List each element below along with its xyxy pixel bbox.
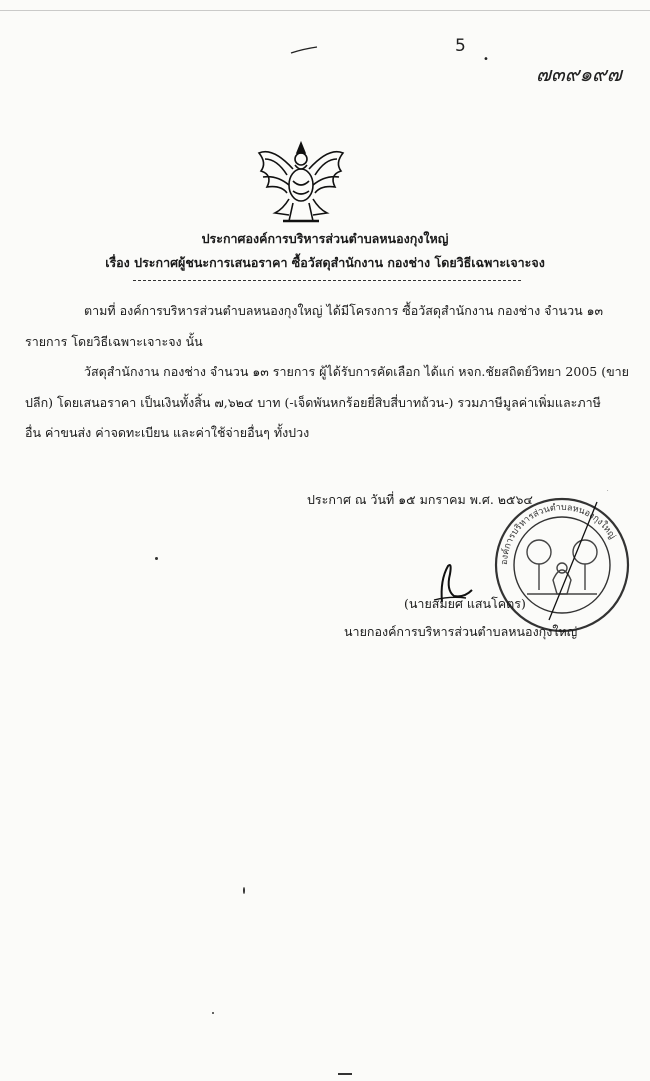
signer-name: (นายสมยศ แสนโคตร) bbox=[404, 596, 526, 611]
handwritten-dot: • bbox=[483, 54, 489, 65]
para2-line2: ปลีก) โดยเสนอราคา เป็นเงินทั้งสิ้น ๗,๖๒๔ บาท (-เจ็ดพันหกร้อยยี่สิบสี่บาทถ้วน-) รวมภาษีมูลค่าเพิ่มและภาษี bbox=[25, 395, 601, 410]
scan-speck bbox=[243, 887, 245, 894]
para2-line1: วัสดุสำนักงาน กองช่าง จำนวน ๑๓ รายการ ผู้ได้รับการคัดเลือก ได้แก่ หจก.ชัยสถิตย์วิทยา 2005 (ขาย bbox=[84, 364, 629, 379]
para2-line3: อื่น ค่าขนส่ง ค่าจดทะเบียน และค่าใช้จ่ายอื่นๆ ทั้งปวง bbox=[25, 425, 310, 440]
subject-heading: เรื่อง ประกาศผู้ชนะการเสนอราคา ซื้อวัสดุสำนักงาน กองช่าง โดยวิธีเฉพาะเจาะจง bbox=[105, 255, 545, 270]
handwritten-dash bbox=[289, 40, 319, 50]
official-seal bbox=[487, 490, 637, 640]
signer-position: นายกองค์การบริหารส่วนตำบลหนองกุงใหญ่ bbox=[344, 624, 578, 639]
org-heading: ประกาศองค์การบริหารส่วนตำบลหนองกุงใหญ่ bbox=[201, 231, 449, 246]
para1-line2: รายการ โดยวิธีเฉพาะเจาะจง นั้น bbox=[25, 334, 203, 349]
page-number: 5 bbox=[455, 36, 466, 56]
seal-text: องค์การบริหารส่วนตำบลหนองกุงใหญ่ bbox=[499, 502, 617, 566]
reference-number: ๗๓๙๑๙๗ bbox=[536, 62, 622, 86]
garuda-emblem bbox=[253, 137, 349, 227]
scan-speck bbox=[338, 1073, 352, 1075]
announce-date: ประกาศ ณ วันที่ ๑๕ มกราคม พ.ศ. ๒๕๖๔ bbox=[307, 492, 533, 507]
scan-edge-line bbox=[0, 10, 650, 11]
scan-speck bbox=[155, 557, 158, 560]
heading-divider bbox=[133, 280, 521, 281]
para1-line1: ตามที่ องค์การบริหารส่วนตำบลหนองกุงใหญ่ ได้มีโครงการ ซื้อวัสดุสำนักงาน กองช่าง จำนวน ๑๓ bbox=[84, 303, 604, 318]
scan-speck bbox=[212, 1012, 214, 1014]
